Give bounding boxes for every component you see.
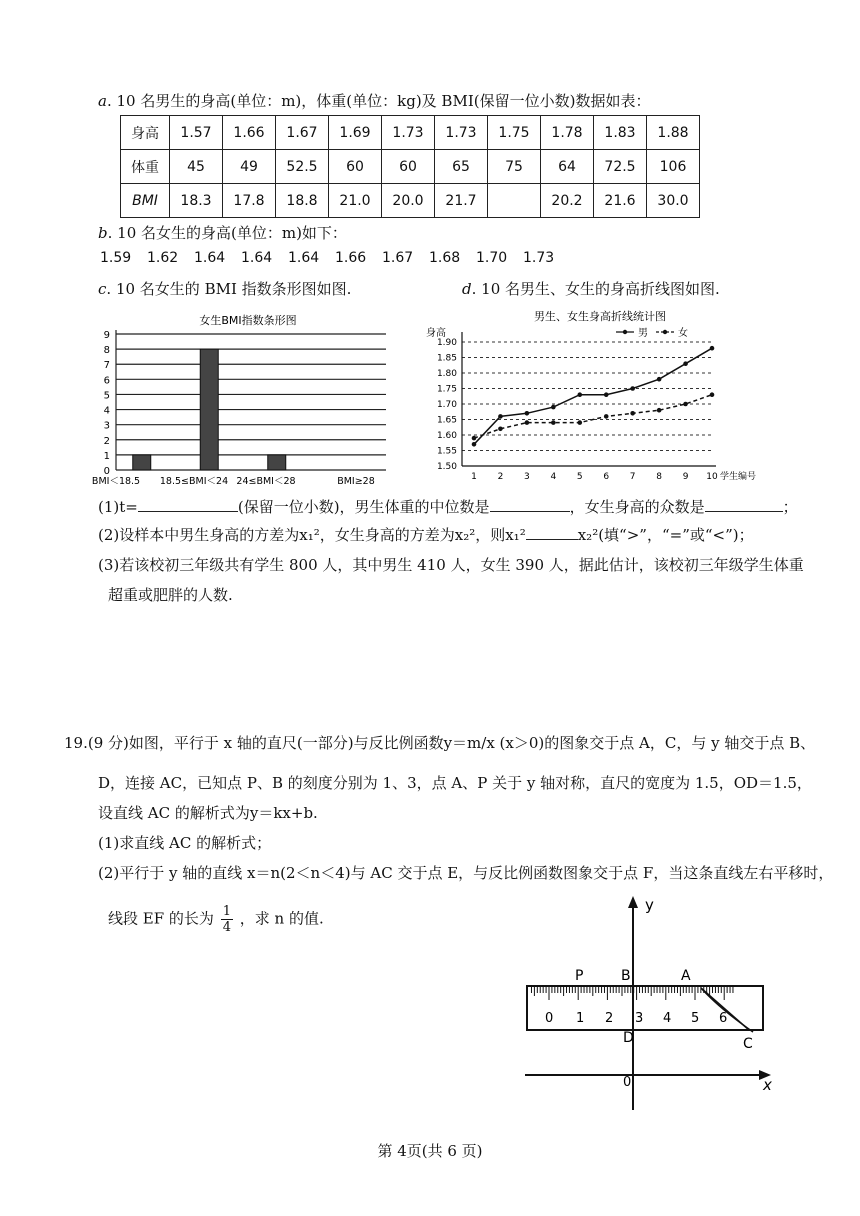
data-point — [498, 427, 503, 432]
ruler-tick-label: 2 — [605, 1011, 614, 1026]
ruler-tick-label: 1 — [576, 1011, 585, 1026]
legend-marker — [623, 330, 627, 334]
chart-title: 男生、女生身高折线统计图 — [534, 310, 666, 323]
list-item: 1.68 — [429, 250, 461, 266]
data-point — [498, 414, 503, 419]
ruler-tick-label: 0 — [545, 1011, 554, 1026]
question-2 — [98, 524, 754, 545]
data-point — [683, 402, 688, 407]
answer-blank-variance[interactable] — [526, 539, 578, 540]
section-d-line — [462, 278, 720, 299]
data-point — [525, 420, 530, 425]
table-cell: 21.0 — [329, 184, 382, 218]
section-c-label: c — [98, 280, 107, 298]
fraction-denominator: 4 — [222, 920, 231, 935]
y-tick-label: 1.70 — [436, 400, 457, 410]
x-axis-label: 学生编号 — [720, 472, 757, 482]
answer-blank-mode[interactable] — [705, 511, 783, 512]
table-cell: 1.67 — [276, 116, 329, 150]
y-tick-label: 2 — [103, 435, 110, 447]
data-point — [551, 420, 556, 425]
series-line-男 — [474, 348, 712, 444]
x-tick-label: 5 — [576, 472, 583, 482]
question-3-line2: 超重或肥胖的人数. — [108, 586, 233, 604]
x-tick-label: BMI≥28 — [337, 476, 375, 487]
table-row — [121, 116, 700, 150]
problem19-line1 — [64, 732, 815, 753]
point-B-label: B — [621, 968, 631, 984]
table-cell: 1.69 — [329, 116, 382, 150]
table-cell: 65 — [435, 150, 488, 184]
y-axis-label: 身高 — [426, 328, 446, 339]
data-point — [710, 346, 715, 351]
list-item: 1.59 — [100, 250, 132, 266]
fraction-numerator: 1 — [222, 904, 231, 919]
ruler-tick-label: 6 — [719, 1011, 728, 1026]
ruler-figure — [505, 890, 795, 1115]
x-tick-label: 24≤BMI＜28 — [236, 476, 296, 487]
point-A-label: A — [681, 968, 691, 984]
y-tick-label: 5 — [103, 390, 110, 402]
table-cell: 1.88 — [647, 116, 700, 150]
section-b-line — [98, 222, 347, 243]
table-cell: 21.7 — [435, 184, 488, 218]
q1-text-c: ，女生身高的众数是 — [569, 498, 705, 516]
table-cell-blank — [488, 184, 541, 218]
section-a-text: . 10 名男生的身高(单位：m)，体重(单位：kg)及 BMI(保留一位小数)数据如表： — [106, 92, 651, 110]
y-tick-label: 7 — [103, 360, 110, 372]
problem19-line6 — [108, 904, 324, 935]
ruler-tick-label: 5 — [691, 1011, 700, 1026]
list-item: 1.62 — [147, 250, 179, 266]
table-cell: 64 — [541, 150, 594, 184]
x-tick-label: BMI＜18.5 — [91, 476, 141, 487]
height-line-chart — [420, 306, 780, 490]
y-tick-label: 1 — [103, 450, 110, 462]
table-cell: 18.8 — [276, 184, 329, 218]
list-item: 1.73 — [523, 250, 555, 266]
table-cell: 21.6 — [594, 184, 647, 218]
list-item: 1.64 — [194, 250, 226, 266]
data-point — [577, 420, 582, 425]
problem19-line5: (2)平行于 y 轴的直线 x＝n(2＜n＜4)与 AC 交于点 E，与反比例函数图象交于点 F，当这条直线左右平移时， — [98, 864, 834, 882]
section-a-label: a — [98, 92, 107, 110]
data-point — [657, 377, 662, 382]
x-tick-label: 7 — [629, 472, 636, 482]
legend-entry: 男 — [638, 328, 648, 339]
data-point — [657, 408, 662, 413]
table-cell: 75 — [488, 150, 541, 184]
legend-marker — [663, 330, 667, 334]
bar — [133, 455, 151, 470]
answer-blank-t[interactable] — [138, 511, 238, 512]
y-tick-label: 9 — [103, 330, 110, 341]
x-tick-label: 4 — [550, 472, 557, 482]
origin-label: 0 — [623, 1075, 632, 1090]
data-point — [604, 392, 609, 397]
problem19-text-6a: 线段 EF 的长为 — [108, 909, 214, 928]
x-axis-label: x — [763, 1076, 772, 1094]
table-cell: 1.73 — [382, 116, 435, 150]
table-cell: 1.75 — [488, 116, 541, 150]
data-point — [683, 361, 688, 366]
y-axis-label: y — [645, 896, 654, 914]
table-cell: 52.5 — [276, 150, 329, 184]
bar — [268, 455, 286, 470]
list-item: 1.64 — [241, 250, 273, 266]
y-tick-label: 4 — [103, 405, 110, 417]
section-b-text: . 10 名女生的身高(单位：m)如下： — [107, 224, 347, 242]
section-d-label: d — [462, 280, 472, 298]
chart-title: 女生BMI指数条形图 — [199, 314, 297, 327]
list-item: 1.67 — [382, 250, 414, 266]
problem19-line3: 设直线 AC 的解析式为y＝kx+b. — [98, 804, 318, 822]
male-data-table — [120, 115, 700, 218]
problem19-text-1: (9 分)如图，平行于 x 轴的直尺(一部分)与反比例函数y＝m/x (x＞0)的图象交于点 A，C，与 y 轴交于点 B、 — [87, 734, 816, 752]
row-header-weight: 体重 — [121, 150, 170, 184]
series-line-女 — [474, 395, 712, 438]
y-tick-label: 1.85 — [436, 353, 457, 364]
problem-number: 19. — [64, 734, 88, 752]
section-c-text: . 10 名女生的 BMI 指数条形图如图. — [106, 280, 352, 298]
table-cell: 45 — [170, 150, 223, 184]
section-a-line — [98, 90, 650, 111]
table-cell: 17.8 — [223, 184, 276, 218]
point-D-label: D — [623, 1030, 634, 1046]
list-item: 1.66 — [335, 250, 367, 266]
y-tick-label: 1.50 — [436, 462, 457, 472]
y-tick-label: 3 — [103, 420, 110, 432]
x-tick-label: 2 — [497, 472, 504, 482]
table-cell: 106 — [647, 150, 700, 184]
list-item: 1.70 — [476, 250, 508, 266]
y-tick-label: 1.80 — [436, 369, 457, 379]
section-d-text: . 10 名男生、女生的身高折线图如图. — [471, 280, 720, 298]
question-1 — [98, 496, 798, 517]
table-cell: 60 — [329, 150, 382, 184]
data-point — [710, 392, 715, 397]
problem19-line2: D，连接 AC，已知点 P、B 的刻度分别为 1、3，点 A、P 关于 y 轴对称，直尺的宽度为 1.5，OD＝1.5， — [98, 774, 812, 792]
y-tick-label: 1.75 — [436, 384, 457, 395]
data-point — [630, 386, 635, 391]
row-header-bmi: BMI — [121, 184, 170, 218]
x-tick-label: 18.5≤BMI＜24 — [159, 476, 229, 487]
y-tick-label: 1.55 — [436, 446, 457, 457]
y-tick-label: 8 — [103, 345, 110, 357]
question-3-line1: (3)若该校初三年级共有学生 800 人，其中男生 410 人，女生 390 人，据此估计，该校初三年级学生体重 — [98, 556, 804, 574]
table-cell: 30.0 — [647, 184, 700, 218]
list-item: 1.64 — [288, 250, 320, 266]
table-row — [121, 150, 700, 184]
table-cell: 1.73 — [435, 116, 488, 150]
x-tick-label: 1 — [471, 472, 477, 482]
y-tick-label: 1.90 — [436, 338, 457, 348]
table-cell: 20.0 — [382, 184, 435, 218]
table-cell: 1.66 — [223, 116, 276, 150]
q1-text-b: (保留一位小数)，男生体重的中位数是 — [237, 498, 490, 516]
ruler-tick-label: 4 — [663, 1011, 672, 1026]
q2-text-a: (2)设样本中男生身高的方差为x₁²，女生身高的方差为x₂²，则x₁² — [98, 526, 526, 544]
data-point — [472, 436, 477, 441]
point-P-label: P — [575, 968, 584, 984]
page-footer: 第 4页(共 6 页) — [377, 1142, 483, 1160]
answer-blank-median[interactable] — [490, 511, 570, 512]
table-cell: 72.5 — [594, 150, 647, 184]
table-cell: 20.2 — [541, 184, 594, 218]
row-header-height: 身高 — [121, 116, 170, 150]
bar — [200, 349, 218, 470]
point-C-label: C — [743, 1036, 753, 1052]
female-heights-list — [100, 250, 570, 266]
data-point — [472, 442, 477, 447]
q1-text-a: (1)t= — [98, 498, 138, 516]
table-cell: 1.78 — [541, 116, 594, 150]
section-c-line — [98, 278, 351, 299]
problem19-line4: (1)求直线 AC 的解析式； — [98, 834, 272, 852]
table-row — [121, 184, 700, 218]
table-cell: 1.57 — [170, 116, 223, 150]
bmi-bar-chart — [91, 306, 398, 490]
y-tick-label: 1.60 — [436, 431, 457, 441]
table-cell: 18.3 — [170, 184, 223, 218]
table-cell: 1.83 — [594, 116, 647, 150]
data-point — [577, 392, 582, 397]
x-tick-label: 6 — [603, 472, 610, 482]
x-tick-label: 8 — [656, 472, 662, 482]
y-tick-label: 1.65 — [436, 415, 457, 426]
data-point — [551, 405, 556, 410]
section-b-label: b — [98, 224, 108, 242]
x-tick-label: 9 — [682, 472, 689, 482]
data-point — [630, 411, 635, 416]
data-point — [525, 411, 530, 416]
ruler-tick-label: 3 — [635, 1011, 644, 1026]
q2-text-b: x₂²(填“>”，“=”或“<”)； — [577, 526, 754, 544]
q1-text-d: ； — [782, 498, 798, 516]
problem19-text-6b: ，求 n 的值. — [239, 909, 324, 928]
y-tick-label: 0 — [103, 466, 110, 477]
x-tick-label: 10 — [706, 472, 718, 482]
fraction — [221, 904, 233, 935]
data-point — [604, 414, 609, 419]
table-cell: 49 — [223, 150, 276, 184]
legend-entry: 女 — [678, 328, 688, 339]
y-tick-label: 6 — [103, 375, 110, 387]
x-tick-label: 3 — [524, 472, 530, 482]
table-cell: 60 — [382, 150, 435, 184]
